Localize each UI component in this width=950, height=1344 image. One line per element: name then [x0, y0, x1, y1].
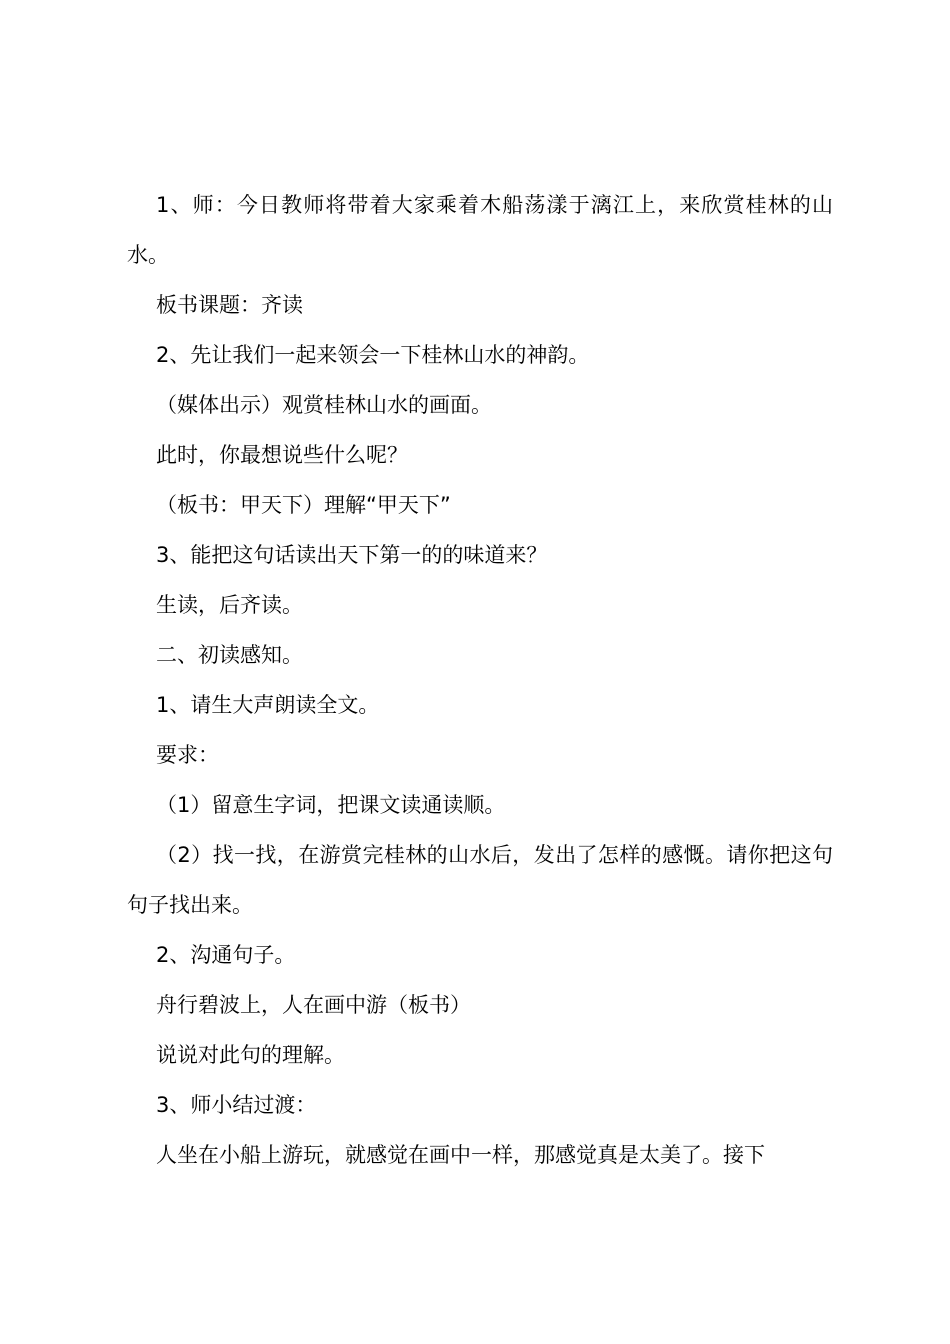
- document-body: [127, 180, 833, 1180]
- paragraph: 要求：: [156, 743, 219, 767]
- paragraph: （板书：甲天下）理解“甲天下”: [156, 493, 451, 517]
- paragraph: 1、师：今日教师将带着大家乘着木船荡漾于漓江上，来欣赏桂林的山水。: [127, 193, 833, 267]
- paragraph: （1）留意生字词，把课文读通读顺。: [156, 793, 506, 817]
- paragraph: 此时，你最想说些什么呢？: [156, 443, 408, 467]
- paragraph: 说说对此句的理解。: [156, 1043, 345, 1067]
- paragraph: 舟行碧波上，人在画中游（板书）: [156, 993, 471, 1017]
- paragraph: 生读，后齐读。: [156, 593, 303, 617]
- paragraph: 板书课题：齐读: [156, 293, 303, 317]
- paragraph: （媒体出示）观赏桂林山水的画面。: [156, 393, 492, 417]
- paragraph: 人坐在小船上游玩，就感觉在画中一样，那感觉真是太美了。接下: [156, 1143, 765, 1167]
- section-heading: 二、初读感知。: [156, 643, 303, 667]
- paragraph: 2、沟通句子。: [156, 943, 296, 967]
- paragraph: 3、能把这句话读出天下第一的的味道来？: [156, 543, 548, 567]
- paragraph: 1、请生大声朗读全文。: [156, 693, 380, 717]
- paragraph: 3、师小结过渡：: [156, 1093, 317, 1117]
- paragraph: 2、先让我们一起来领会一下桂林山水的神韵。: [156, 343, 590, 367]
- paragraph: （2）找一找，在游赏完桂林的山水后，发出了怎样的感慨。请你把这句句子找出来。: [127, 843, 833, 917]
